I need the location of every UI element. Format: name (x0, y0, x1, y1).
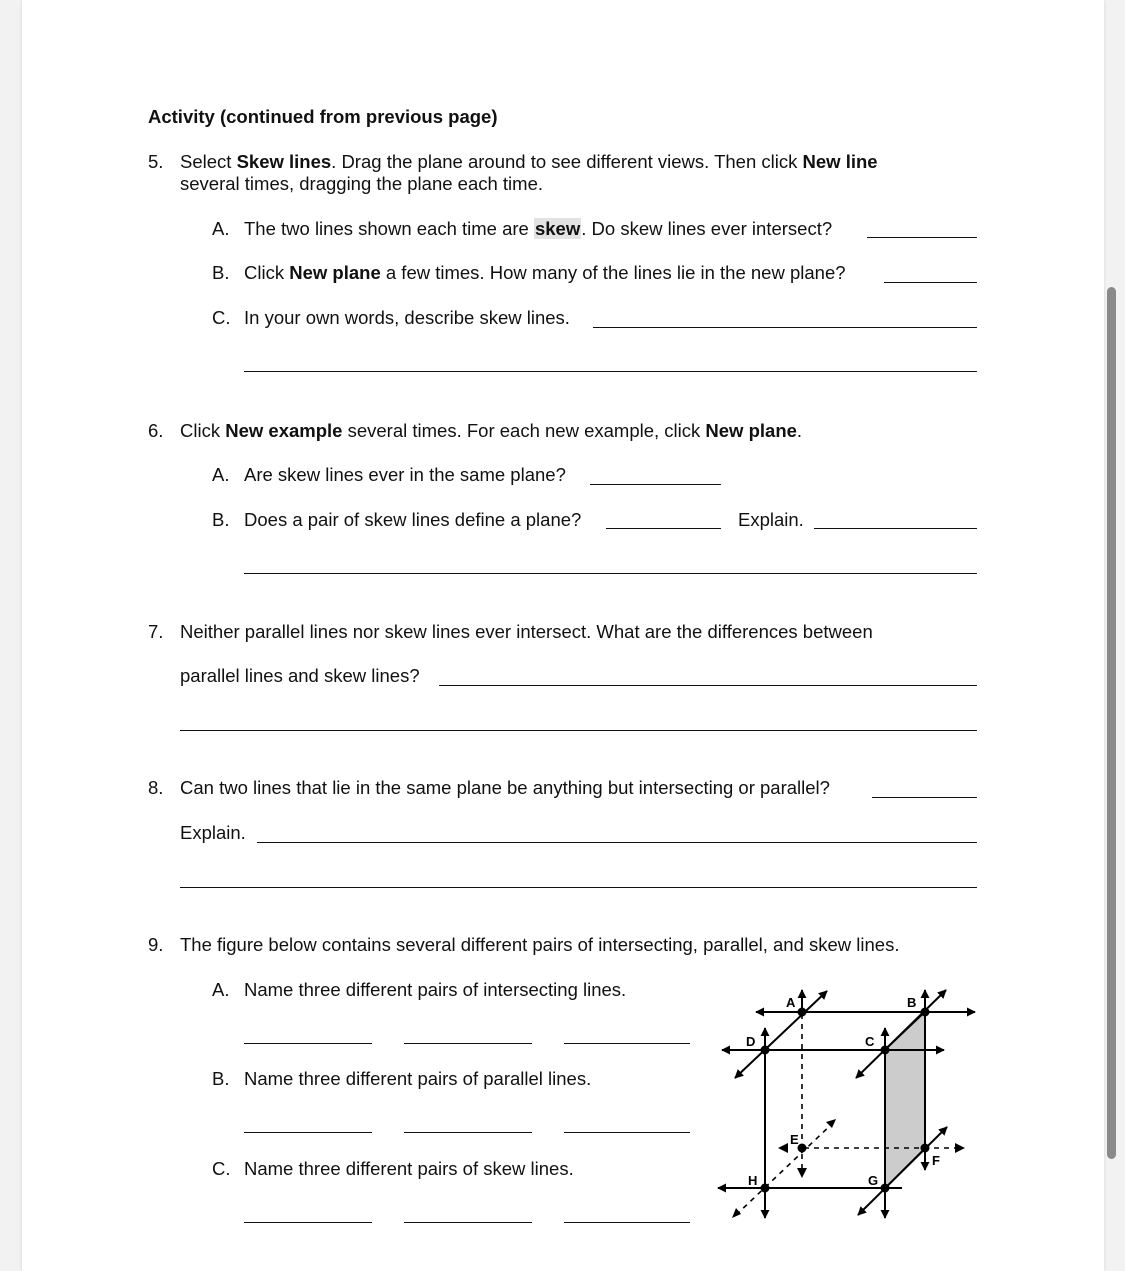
label-f: F (932, 1153, 940, 1168)
hidden-arrow-he-up (826, 1119, 836, 1128)
q5-line1: Select Skew lines. Drag the plane around to see different views. Then click New line (180, 151, 878, 172)
q5-line2: several times, dragging the plane each time. (180, 173, 544, 194)
point-g (881, 1184, 890, 1193)
vertical-scrollbar[interactable] (1107, 287, 1116, 1159)
page-heading: Activity (continued from previous page) (148, 106, 498, 127)
shaded-plane (885, 1012, 925, 1188)
hidden-arrow-ef-right (955, 1143, 965, 1153)
q5a-text: The two lines shown each time are skew. Do skew lines ever intersect? (244, 218, 833, 239)
q5c-letter: C. (212, 307, 231, 328)
q9c-letter: C. (212, 1158, 231, 1179)
label-g: G (868, 1173, 879, 1188)
q9-line1: The figure below contains several different pairs of intersecting, parallel, and skew lines. (180, 934, 900, 955)
point-e (798, 1144, 807, 1153)
hidden-arrow-he-down (732, 1208, 741, 1218)
q5c-text: In your own words, describe skew lines. (244, 307, 570, 328)
hidden-arrow-ae (797, 1168, 807, 1178)
point-h (761, 1184, 770, 1193)
hidden-arrow-ef-left (778, 1143, 788, 1153)
q7-line1: Neither parallel lines nor skew lines ever intersect. What are the differences between (180, 621, 873, 642)
label-h: H (748, 1173, 758, 1188)
q9b-letter: B. (212, 1068, 230, 1089)
q5a-letter: A. (212, 218, 230, 239)
q9b-text: Name three different pairs of parallel lines. (244, 1068, 592, 1089)
q8-explain-label: Explain. (180, 822, 246, 843)
q9c-text: Name three different pairs of skew lines. (244, 1158, 574, 1179)
q7-number: 7. (148, 621, 164, 642)
point-b (921, 1008, 930, 1017)
q6a-text: Are skew lines ever in the same plane? (244, 464, 566, 485)
q8-line1: Can two lines that lie in the same plane be anything but intersecting or parallel? (180, 777, 830, 798)
q6-line1: Click New example several times. For each new example, click New plane. (180, 420, 803, 441)
q9a-letter: A. (212, 979, 230, 1000)
q7-line2: parallel lines and skew lines? (180, 665, 420, 686)
label-d: D (746, 1034, 756, 1049)
q9a-text: Name three different pairs of intersecting lines. (244, 979, 627, 1000)
q5b-letter: B. (212, 262, 230, 283)
q6b-text: Does a pair of skew lines define a plane? (244, 509, 582, 530)
label-b: B (907, 995, 917, 1010)
label-e: E (790, 1132, 799, 1147)
label-a: A (786, 995, 796, 1010)
q6-number: 6. (148, 420, 164, 441)
q5b-text: Click New plane a few times. How many of the lines lie in the new plane? (244, 262, 846, 283)
q6b-explain-label: Explain. (738, 509, 804, 530)
q9-number: 9. (148, 934, 164, 955)
point-d (761, 1046, 770, 1055)
label-c: C (865, 1034, 875, 1049)
q6a-letter: A. (212, 464, 230, 485)
q8-number: 8. (148, 777, 164, 798)
q6b-letter: B. (212, 509, 230, 530)
q5-number: 5. (148, 151, 164, 172)
hidden-line-he (736, 1122, 834, 1215)
point-f (921, 1144, 930, 1153)
point-c (881, 1046, 890, 1055)
point-a (798, 1008, 807, 1017)
